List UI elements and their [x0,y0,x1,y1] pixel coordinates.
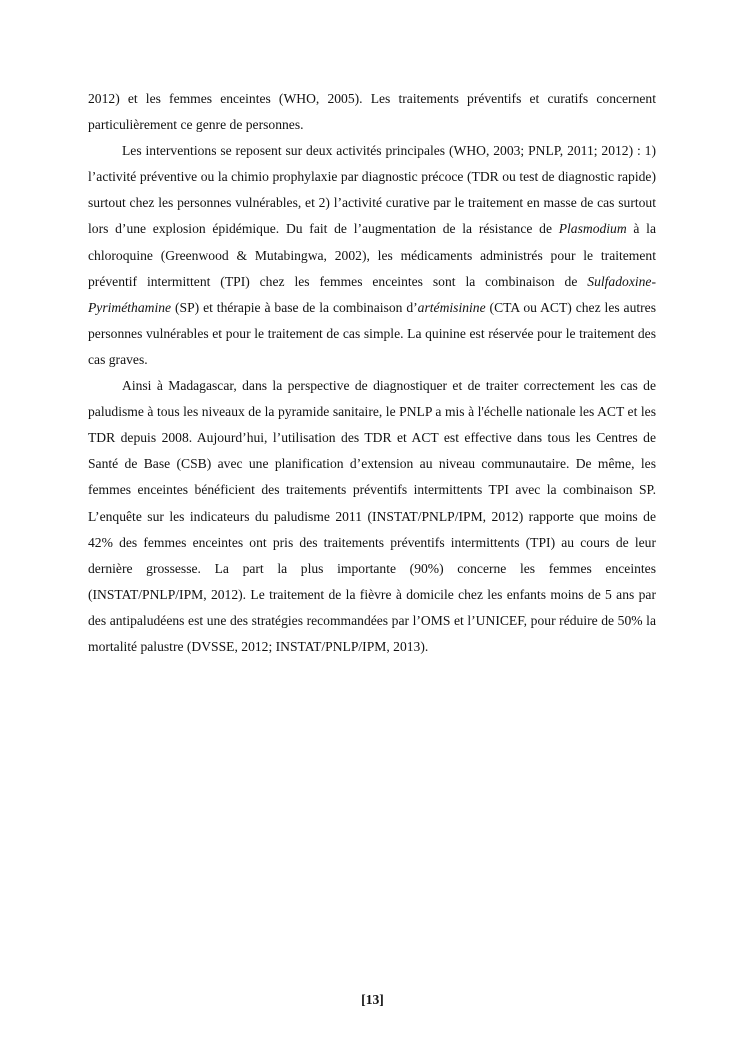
page-number: [13] [361,992,384,1007]
page-body [88,86,656,660]
paragraph-1-run-1: 2012) et les femmes enceintes (WHO, 2005). Les traitements préventifs et curatifs concernent particulièrement ce genre de personnes. [88,91,656,133]
paragraph-2-run-5: (SP) et thérapie à base de la combinaison d’ [171,299,418,315]
paragraph-2 [88,138,656,373]
paragraph-2-run-7: (CTA ou ACT) chez les autres personnes vulnérables et pour le traitement de cas simple. La quinine est réservée pour le traitement des cas graves. [88,299,657,367]
paragraph-2-run-3: à la chloroquine (Greenwood & Mutabingwa, 2002), les médicaments administrés pour le traitement préventif intermittent (TPI) chez les femmes enceintes sont la combinaison de [88,221,656,289]
paragraph-2-run-2-italic: Plasmodium [558,221,627,237]
paragraph-2-run-1: Les interventions se reposent sur deux activités principales (WHO, 2003; PNLP, 2011; 2012) : 1) l’activité préventive ou la chimio prophylaxie par diagnostic précoce (TDR ou test de diagnostic rapide) surtout chez les personnes vulnérables, et 2) l’activité curative par le traitement en masse de cas surtout lors d’une explosion épidémique. Du fait de l’augmentation de la résistance de [88,143,656,237]
paragraph-3 [88,373,656,660]
paragraph-3-run-1: Ainsi à Madagascar, dans la perspective de diagnostiquer et de traiter correctement les cas de paludisme à tous les niveaux de la pyramide sanitaire, le PNLP a mis à l'échelle nationale les ACT et les TDR depuis 2008. Aujourd’hui, l’utilisation des TDR et ACT est effective dans tous les Centres de Santé de Base (CSB) avec une planification d’extension au niveau communautaire. De même, les femmes enceintes bénéficient des traitements préventifs intermittents TPI avec la combinaison SP. L’enquête sur les indicateurs du paludisme 2011 (INSTAT/PNLP/IPM, 2012) rapporte que moins de 42% des femmes enceintes ont pris des traitements préventifs intermittents (TPI) au cours de leur dernière grossesse. La part la plus importante (90%) concerne les femmes enceintes (INSTAT/PNLP/IPM, 2012). Le traitement de la fièvre à domicile chez les enfants moins de 5 ans par des antipaludéens est une des stratégies recommandées par l’OMS et l’UNICEF, pour réduire de 50% la mortalité palustre (DVSSE, 2012; INSTAT/PNLP/IPM, 2013). [88,378,656,654]
paragraph-2-run-6-italic: artémisinine [417,299,486,315]
paragraph-2-run-4-italic: Sulfadoxine-Pyriméthamine [88,273,656,315]
paragraph-1 [88,86,656,138]
